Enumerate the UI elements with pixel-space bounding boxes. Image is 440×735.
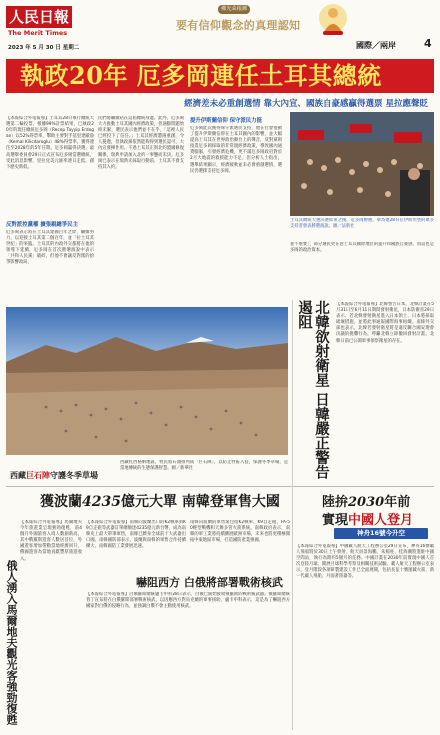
masthead [0, 0, 440, 58]
moon-headline-1 [322, 491, 410, 510]
issue-date: 2023 年 5 月 30 日 星期二 [8, 45, 80, 51]
slogan-text: 要有信仰觀念的真理認知 [176, 19, 301, 32]
lead-article-subhead-1: 反對派控黨權 擴張親總爭民主 [6, 222, 78, 228]
tibet-label-highlight: 巨石陣 [26, 471, 50, 480]
poland-article-text1: 【本報綜合外電報導】南韓向波蘭出口的K2戰車與K9自走砲等武器訂單總額達4235億元新台幣，成為南韓史上最大單筆軍售，南韓已躋身全球前十大武器出口國。南韓國防部表示，波蘭與南韓的軍售合作持續擴大，南韓國防工業發展迅速。 [86, 520, 186, 550]
page-number: 4 [424, 37, 432, 50]
tibet-label-suffix: 守護冬季草場 [50, 471, 98, 480]
lead-article-subhead-2: 提升伊斯蘭信仰 保守派民力挺 [190, 118, 262, 124]
nk-vertical-headline: 北韓欲射衛星 日韓嚴正警告遏阻 [296, 300, 330, 480]
tibet-photo-label [10, 470, 98, 481]
poland-headline-pre: 獲波蘭 [40, 494, 82, 510]
poland-headline-post: 億元大單 南韓登軍售大國 [120, 494, 280, 510]
buddha-illustration [318, 2, 348, 38]
main-headline: 執政20年 厄多岡連任土耳其總統 [20, 61, 382, 90]
brand-logo: 人民日報 [6, 6, 72, 28]
moon-headline-num: 2030 [348, 495, 385, 510]
maldives-vertical-headline: 俄人湧入馬爾地夫觀光客強勁復甦 [5, 560, 18, 725]
tibet-label-prefix: 西藏 [10, 471, 26, 480]
lead-article-col4: 並不重要」，部分選民更在意土耳其國際地位的提升和國族自豪感，而這也是多岡的政治資本。 [290, 242, 434, 254]
lead-article-col1b: 厄多岡表示將在土耳其建國百年之際，繼續努力，以迎接土耳其第二個百年，並「拉土耳其世紀」的來臨。土耳其的內政外交都將在他的領導下延續，厄多岡在首次勝選演說中表示「共和人民黨」破碎，但他不會讓反對派的紛爭影響政局。 [6, 230, 94, 266]
lead-article-col1: 【本報綜合外電報導】土耳其28日舉行總統大選第二輪投票，根據99%計票結果，已執政20年的現任總統厄多岡（Recep Tayyip Erdogan）以52%得票率，擊敗主要對手基里達歐魯（Kemal Kilicdaroglu）48%得票率，獲得連任至2028年的5年任期。厄多岡贏得決選，最高選舉委員會29日正式宣布厄多岡當選總統，受此消息影響，里拉兌美元匯率連日走低，創下歷史新低。 [6, 116, 94, 170]
moon-headline-post: 年前 [384, 495, 411, 510]
section-title: 國際／兩岸 [356, 41, 396, 50]
rally-photo [290, 112, 434, 216]
maldives-article-text: 【本報綜合外電報導】馬爾地夫今年旅遊業呈現強勁復甦，前4個月外國旅客入境人數創新高，其中俄羅斯遊客人數居首位，外國遊客增加帶動當地經濟回升，俄國遊客為當地貢獻豐厚旅遊收入。 [20, 520, 82, 562]
moon-headline2-pre: 實現 [322, 513, 349, 528]
lead-article-col2: 民們將繼續站在這屆總統身邊。此外，厄多岡大力推動土耳其國內經濟政策，但通膨問題始終未解，選民表示他們並不在乎，「這裡人民已經投下了信任。」土耳其經濟遭遇重創，令人憂慮，但執政黨依然能夠得到選民認可，大內宣發揮作用。不過土耳其正與北約盟國修復關係，瑞典申請加入北約一事懸而未決。厄多岡已表示在瑞典未採取行動前，土耳其不會支持其入約。 [98, 116, 184, 170]
poland-headline [40, 491, 280, 511]
moon-headline-2 [322, 509, 413, 528]
sub-headline: 經濟差未必重創選情 靠大內宣、國族自豪感贏得選票 星拉應聲貶 [184, 99, 428, 109]
brand-english: The Merit Times [8, 29, 68, 37]
divider-rule [6, 486, 434, 487]
poland-headline-num: 4235 [82, 494, 121, 510]
poland-article-text2: 南韓向波蘭的軍售案包括K2戰車、K9自走砲、FA-50輕型戰機和天舞多管火箭系統。南韓政府表示，南韓的軍工業將持續擴展歐洲市場，未來也將更積極開拓中東地區市場，打造國防產業強國。 [190, 520, 290, 544]
lead-article-col3: 厄多岡此次獲得保守派選民支持，他在社會推動了提升伊斯蘭信仰在土耳其國內的影響，並大幅提高土耳其在世界政治舞台上的聲音，反對黨則指責厄多岡採取的非常規經濟政策，導致國內通貨膨脹，引發經濟危機，更不滿厄多岡政府對於2月大地震的救援能力不足。但分析人士指出，選舉結果顯示，經濟疲軟並未必會重創選情，選民仍選擇支持厄多岡。 [190, 126, 282, 174]
divider-rule [292, 300, 293, 730]
tibet-photo-caption: 西藏札西格納地區，牧民將石頭排列成「巨石陣」，以防止牲畜入侵，保護冬季草場，是當地傳統的生態保護智慧。圖／新華社 [120, 460, 288, 472]
belarus-article-text: 【本報綜合外電報導】白俄羅斯總統盧卡申科28日表示，白俄已開始接收俄羅斯的戰術核武器。俄羅斯總統普丁宣布將在白俄羅斯部署戰術核武，以因應西方對烏克蘭的軍事援助，盧卡申科表示，這是為了嚇阻西方國家對白俄的侵略行為，並強調白俄不會主動使用核武。 [86, 592, 290, 610]
rally-photo-caption: 土耳其總統大選決選結束之後，厄多岡勝選，舉為他28日在伊斯坦堡的眾多支持者發表勝選演說。圖／法新社 [290, 218, 434, 230]
moon-article-text: 【本報綜合外電報導】中國載人航天工程辦公室29日宣布，神舟16號載人飛船將於30日上午發射，航天員景海鵬、朱楊柱、桂海潮將進駐中國空間站，執行為期約5個月的任務。中國計畫在2030年前實現中國人首次登陸月球，開展月球科學考察及相關技術試驗。載人航天工程辦公室表示，登月階段各項研製建設工作已全面展開，包括長征十號運載火箭、新一代載人飛船、月面著陸器等。 [296, 544, 434, 580]
headline-banner [6, 59, 434, 93]
belarus-headline: 嚇阻西方 白俄將部署戰術核武 [136, 576, 283, 589]
tibet-photo [6, 307, 288, 455]
nk-article-text: 【本報綜合外電報導】北韓警告日本，北韓計畫在5月31日至6月11日期間發射衛星，日本防衛省29日表示，若北韓發射衛星進入日本領土，日本將採取破壞措施，並將此事通報國際海事組織。南韓外交部也表示，北韓若發射衛星將是違反聯合國安理會決議的挑釁行為，呼籲北韓立即撤回發射計畫。北韓日前已公開軍事偵察衛星的存在。 [336, 302, 434, 344]
slogan-tag: 佛光菜根譚 [218, 5, 250, 14]
moon-strip-label: 神舟16號今升空 [334, 528, 428, 539]
moon-headline2-red: 中國人登月 [348, 513, 414, 528]
moon-headline-pre: 陸拚 [322, 495, 349, 510]
